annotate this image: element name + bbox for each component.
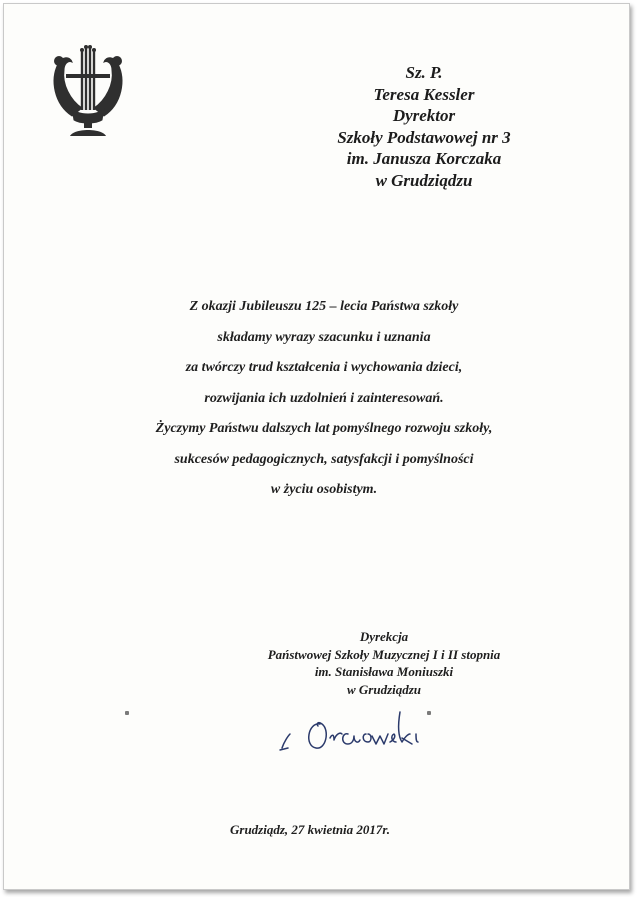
addressee-title: Dyrektor xyxy=(392,106,456,125)
message-line: w życiu osobistym. xyxy=(270,482,378,497)
sender-line: im. Stanisława Moniuszki xyxy=(314,664,454,679)
message-line: rozwijania ich uzdolnień i zainteresowań. xyxy=(204,390,444,406)
message-line: składamy wyrazy szacunku i uznania xyxy=(217,329,431,345)
addressee-name: Teresa Kessler xyxy=(373,84,475,104)
sender-block xyxy=(214,628,554,698)
addressee-patron: im. Janusza Korczaka xyxy=(346,149,502,168)
addressee-school: Szkoły Podstawowej nr 3 xyxy=(337,127,511,147)
message-line: Z okazji Jubileuszu 125 – lecia Państwa szkoły xyxy=(189,299,459,314)
sender-line: w Grudziądzu xyxy=(346,681,422,697)
margin-mark xyxy=(125,711,129,715)
letter-page xyxy=(3,3,630,890)
message-line: sukcesów pedagogicznych, satysfakcji i pomyślności xyxy=(174,451,474,467)
message-line: za twórczy trud kształcenia i wychowania dzieci, xyxy=(185,360,463,375)
addressee-city: w Grudziądzu xyxy=(375,170,473,190)
addressee-block xyxy=(254,62,594,191)
addressee-salutation: Sz. P. xyxy=(405,63,443,82)
margin-mark xyxy=(427,711,431,715)
sender-line: Państwowej Szkoły Muzycznej I i II stopnia xyxy=(267,646,501,662)
lyre-icon xyxy=(48,44,128,139)
date-line: Grudziądz, 27 kwietnia 2017r. xyxy=(230,822,391,837)
message-body xyxy=(64,292,584,506)
sender-line: Dyrekcja xyxy=(359,629,409,644)
handwritten-signature xyxy=(276,704,436,756)
message-line: Życzymy Państwu dalszych lat pomyślnego rozwoju szkoły, xyxy=(155,421,493,436)
